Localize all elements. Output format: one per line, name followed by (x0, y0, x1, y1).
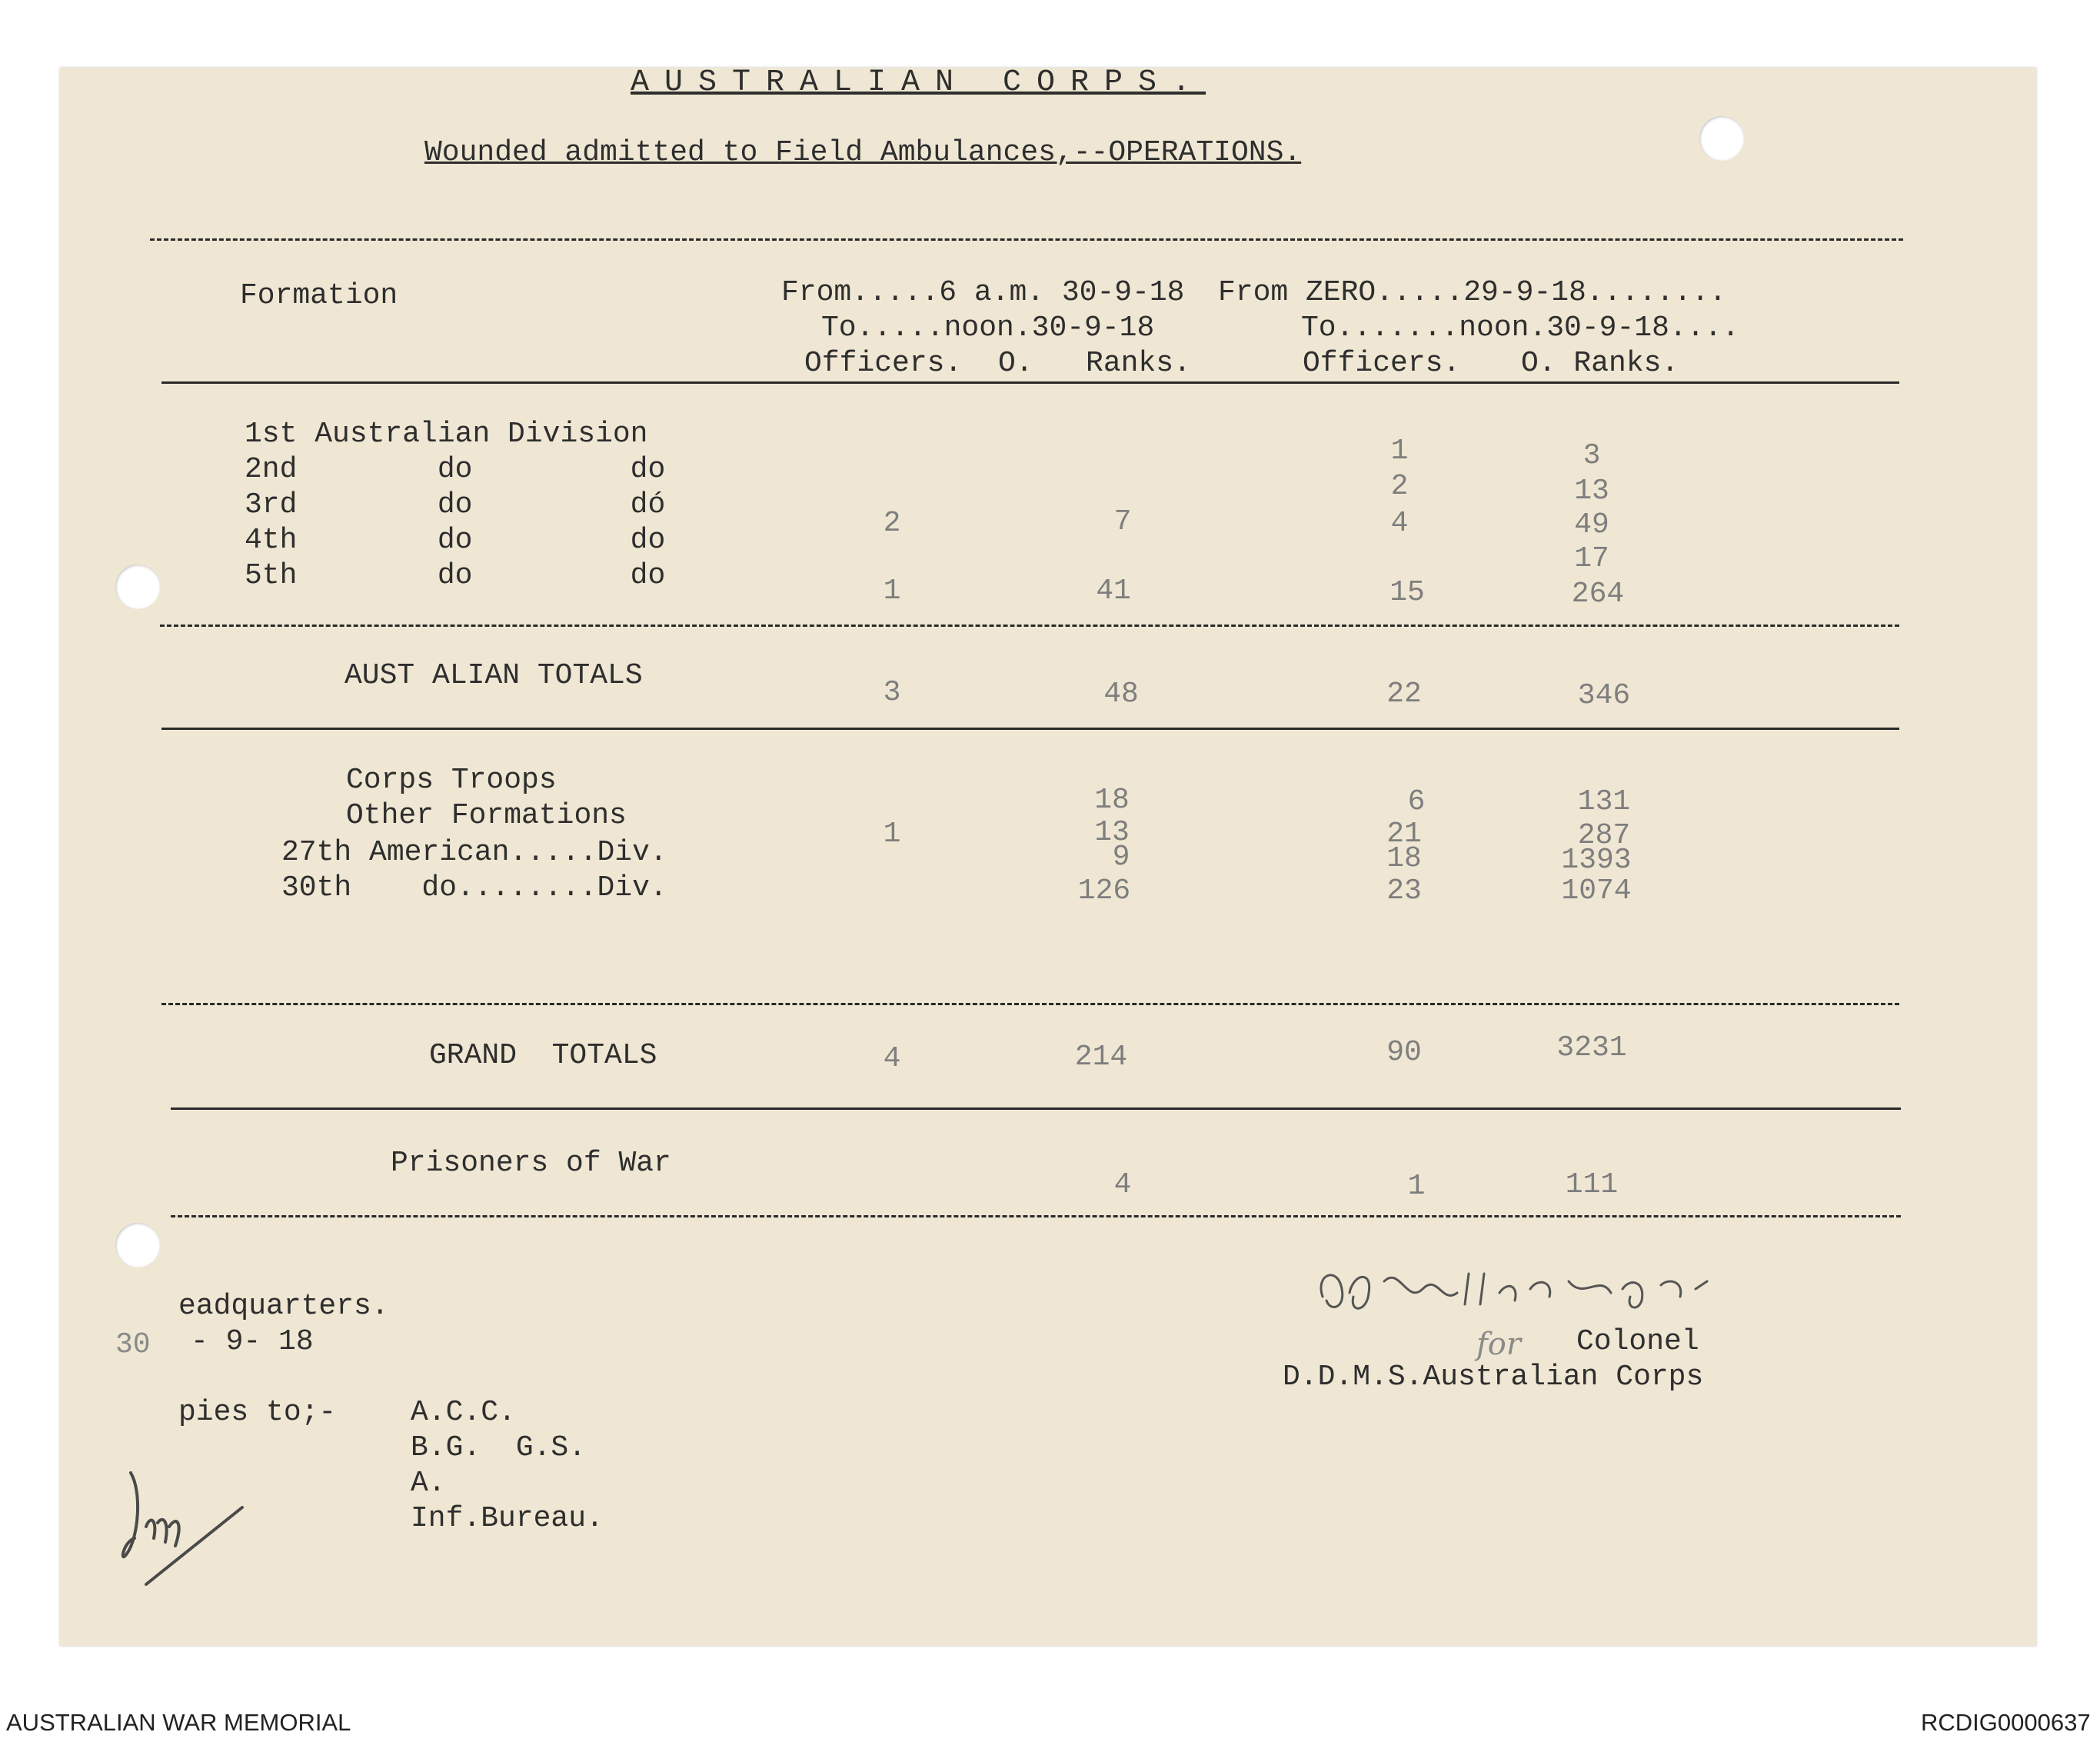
copy-recipient: B.G. G.S. (411, 1431, 587, 1464)
oranks-period2: 111 (1565, 1168, 1619, 1201)
formation-name: 30th do........Div. (281, 871, 667, 904)
formation-name: 5th do do (245, 559, 666, 592)
document-title: AUSTRALIAN CORPS. (631, 65, 1206, 100)
archive-footer-right: RCDIG0000637 (1921, 1709, 2091, 1736)
officers-period2: 21 (1386, 818, 1422, 851)
formation-name: 27th American.....Div. (281, 836, 667, 869)
handwritten-signature (1307, 1258, 1769, 1320)
handwritten-initials (115, 1461, 254, 1600)
officers1-header: Officers. (804, 347, 963, 380)
copy-recipient: Inf.Bureau. (411, 1502, 604, 1535)
oranks2-header: O. Ranks. (1521, 347, 1679, 380)
header-rule (161, 381, 1899, 384)
officers-period2: 1 (1390, 435, 1409, 468)
oranks-period2: 1074 (1561, 874, 1632, 908)
aust-totals-rule (161, 728, 1899, 730)
period1-to: To.....noon.30-9-18 (821, 311, 1155, 345)
signatory-title: D.D.M.S.Australian Corps (1283, 1361, 1704, 1394)
formation-name: 2nd do do (245, 453, 666, 486)
officers2-header: Officers. (1303, 347, 1461, 380)
officers-period2: 18 (1386, 842, 1422, 875)
formations-rule (161, 1003, 1899, 1005)
officers-period1: 4 (883, 1042, 901, 1075)
oranks-period2: 287 (1577, 819, 1631, 852)
document-subtitle: Wounded admitted to Field Ambulances,--OPERATIONS. (424, 136, 1302, 169)
top-rule (150, 238, 1903, 241)
oranks-period2: 13 (1574, 475, 1609, 508)
copy-recipient: A.C.C. (411, 1396, 516, 1429)
oranks-period1: 7 (1113, 505, 1132, 538)
formation-name: 1st Australian Division (245, 418, 648, 451)
signatory-rank: Colonel (1576, 1325, 1699, 1358)
officers-period2: 2 (1390, 470, 1409, 503)
oranks-period2: 49 (1574, 508, 1609, 541)
oranks-period1: 214 (1074, 1041, 1128, 1074)
copies-label: pies to;- (178, 1396, 337, 1429)
prisoners-label: Prisoners of War (391, 1147, 671, 1180)
formation-name: Other Formations (346, 799, 627, 832)
oranks-period2: 346 (1577, 679, 1631, 712)
oranks-period1: 18 (1094, 784, 1130, 817)
oranks-period1: 41 (1096, 575, 1131, 608)
formation-name: 4th do do (245, 524, 666, 557)
for-label: for (1476, 1327, 1522, 1362)
oranks-period1: 4 (1113, 1168, 1132, 1201)
oranks-period1: 9 (1112, 841, 1130, 874)
officers-period2: 1 (1407, 1170, 1426, 1203)
punch-hole-middle (115, 565, 160, 609)
date-day: 30 (115, 1328, 151, 1361)
copy-recipient: A. (411, 1467, 446, 1500)
prisoners-rule (171, 1215, 1901, 1217)
officers-period1: 3 (883, 676, 901, 709)
headquarters-label: eadquarters. (178, 1290, 389, 1323)
oranks-period1: 48 (1103, 678, 1139, 711)
formation-header: Formation (240, 279, 398, 312)
oranks-period2: 131 (1577, 785, 1631, 818)
officers-period1: 2 (883, 507, 901, 540)
officers-period2: 22 (1386, 678, 1422, 711)
officers-period2: 6 (1407, 785, 1426, 818)
oranks-period1: 13 (1094, 816, 1130, 849)
officers-period1: 1 (883, 575, 901, 608)
period2-from: From ZERO.....29-9-18........ (1218, 276, 1727, 309)
period2-to: To.......noon.30-9-18.... (1301, 311, 1740, 345)
divisions-rule (160, 625, 1899, 627)
officers-period1: 1 (883, 818, 901, 851)
oranks-period2: 1393 (1561, 844, 1632, 877)
oranks-period2: 3231 (1556, 1031, 1627, 1064)
punch-hole-top (1699, 116, 1744, 161)
period1-from: From.....6 a.m. 30-9-18 (781, 276, 1185, 309)
grand-totals-rule (171, 1107, 1901, 1110)
oranks-period2: 3 (1582, 439, 1601, 472)
aust-totals-label: AUST ALIAN TOTALS (344, 659, 643, 692)
oranks-period1: 126 (1077, 874, 1131, 908)
oranks-period2: 17 (1574, 542, 1609, 575)
formation-name: Corps Troops (346, 764, 557, 797)
formation-name: 3rd do dó (245, 488, 666, 521)
officers-period2: 4 (1390, 507, 1409, 540)
officers-period2: 90 (1386, 1036, 1422, 1069)
officers-period2: 15 (1389, 576, 1425, 609)
oranks-period2: 264 (1571, 578, 1625, 611)
officers-period2: 23 (1386, 874, 1422, 908)
date-rest: - 9- 18 (191, 1325, 314, 1358)
grand-totals-label: GRAND TOTALS (429, 1039, 657, 1072)
signature-drawing (1307, 1258, 1769, 1320)
archive-footer-left: AUSTRALIAN WAR MEMORIAL (6, 1709, 351, 1736)
oranks1-header: O. Ranks. (998, 347, 1191, 380)
initials-drawing (115, 1461, 254, 1600)
punch-hole-bottom (115, 1223, 160, 1267)
